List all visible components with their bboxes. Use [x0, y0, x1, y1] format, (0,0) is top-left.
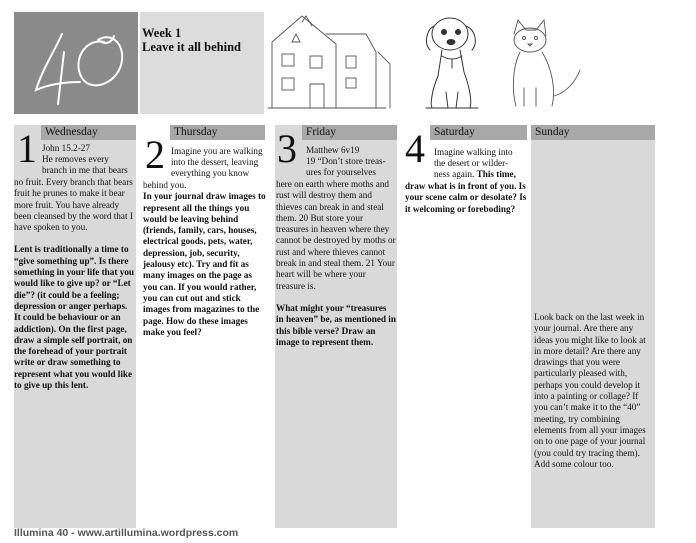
day-column-friday	[275, 125, 397, 528]
day-number-3: 3	[277, 126, 297, 171]
narrow-line-3: everything you know	[171, 168, 250, 178]
narrow-line-1: 19 “Don’t store treas-	[306, 156, 386, 166]
sunday-activity: Look back on the last week in your journal. Are there any ideas you might like to look at in more detail? Are there any drawings that you were particularly pleased with, perhaps you could develop it into a painting or collage? If you can’t make it to the “40” meeting, try combining elements from all your images on to one page of your journal (you could try tracing them). Add some colour too.	[534, 312, 646, 469]
sunday-body	[534, 312, 652, 470]
thursday-body	[143, 180, 268, 338]
friday-scripture-text: here on earth where moths and rust will destroy them and thieves can break in and steal them. 20 But store your treasures in heaven where they cannot be destroyed by moths or rust and where thieves cannot break in and steal them. 21 Your heart will be where your treasure is.	[276, 179, 396, 291]
thursday-intro-end: behind you.	[143, 180, 187, 190]
saturday-narrow-normal: ness again.	[434, 169, 477, 179]
house-sketch	[268, 16, 390, 108]
thursday-activity: In your journal draw images to represent all the things you would be leaving behind (friends, family, cars, houses, electrical goods, pets, water, depression, job, security, jealousy etc). Try and fit as many images on the page as you can. If you would rather, you can cut out and stick images from magazines to the page. How do these images make you feel?	[143, 191, 266, 337]
day-header-thursday: Thursday	[170, 125, 265, 140]
wednesday-body	[14, 177, 136, 391]
day-header-wednesday: Wednesday	[41, 125, 136, 140]
day-column-saturday	[403, 125, 527, 528]
day-header-saturday: Saturday	[430, 125, 527, 140]
week-subtitle: Leave it all behind	[142, 40, 241, 54]
friday-activity: What might your “treasures in heaven” be, as mentioned in this bible verse? Draw an image to represent them.	[276, 302, 396, 347]
wednesday-scripture-text: no fruit. Every branch that bears fruit he prunes to make it bear more fruit. You have already been cleansed by the word that I have spoken to you.	[14, 177, 133, 233]
day-number-2: 2	[145, 132, 165, 177]
footer-credit: Illumina 40 - www.artillumina.wordpress.com	[14, 527, 239, 539]
logo-40-drawing	[14, 12, 138, 114]
logo-40	[14, 12, 138, 114]
day-header-friday: Friday	[302, 125, 397, 140]
narrow-line-1: Imagine you are walking	[171, 146, 263, 156]
day-column-thursday	[143, 125, 271, 528]
day-header-sunday: Sunday	[531, 125, 655, 140]
day-column-wednesday	[14, 125, 136, 528]
day-number-1: 1	[17, 126, 37, 171]
cat-sketch	[513, 20, 580, 106]
saturday-activity: draw what is in front of you. Is your scene calm or desolate? Is it welcoming or foreboding?	[405, 181, 527, 214]
week-label: Week 1	[142, 26, 182, 40]
day-column-sunday	[531, 125, 655, 528]
wednesday-activity: Lent is traditionally a time to “give something up”. Is there something in your life that you would like to give up? or “Let die”? (it could be a feeling; depression or anger perhaps. It could be behaviour or an addiction). On the first page, draw a simple self portrait, on the forehead of your portrait write or draw something to represent what you would like to give up this lent.	[14, 244, 135, 391]
scripture-ref-matthew: Matthew 6v19	[306, 145, 360, 155]
logo-text	[138, 12, 139, 13]
saturday-narrow-bold: This time,	[476, 169, 516, 179]
scripture-ref-john: John 15.2-27	[42, 143, 90, 153]
dog-sketch	[426, 18, 478, 108]
friday-body	[276, 179, 396, 348]
week-title-box	[140, 12, 264, 114]
narrow-line-3	[434, 169, 516, 180]
narrow-line-2: ures for yourselves	[306, 167, 376, 177]
narrow-line-1: He removes every	[42, 154, 109, 164]
narrow-line-2: into the dessert, leaving	[171, 157, 259, 167]
saturday-body	[405, 181, 527, 215]
narrow-line-2: branch in me that bears	[42, 165, 128, 175]
sketch-illustration	[266, 12, 596, 114]
narrow-line-2: the desert or wilder-	[434, 158, 509, 168]
day-number-4: 4	[405, 126, 425, 171]
narrow-line-1: Imagine walking into	[434, 147, 513, 157]
